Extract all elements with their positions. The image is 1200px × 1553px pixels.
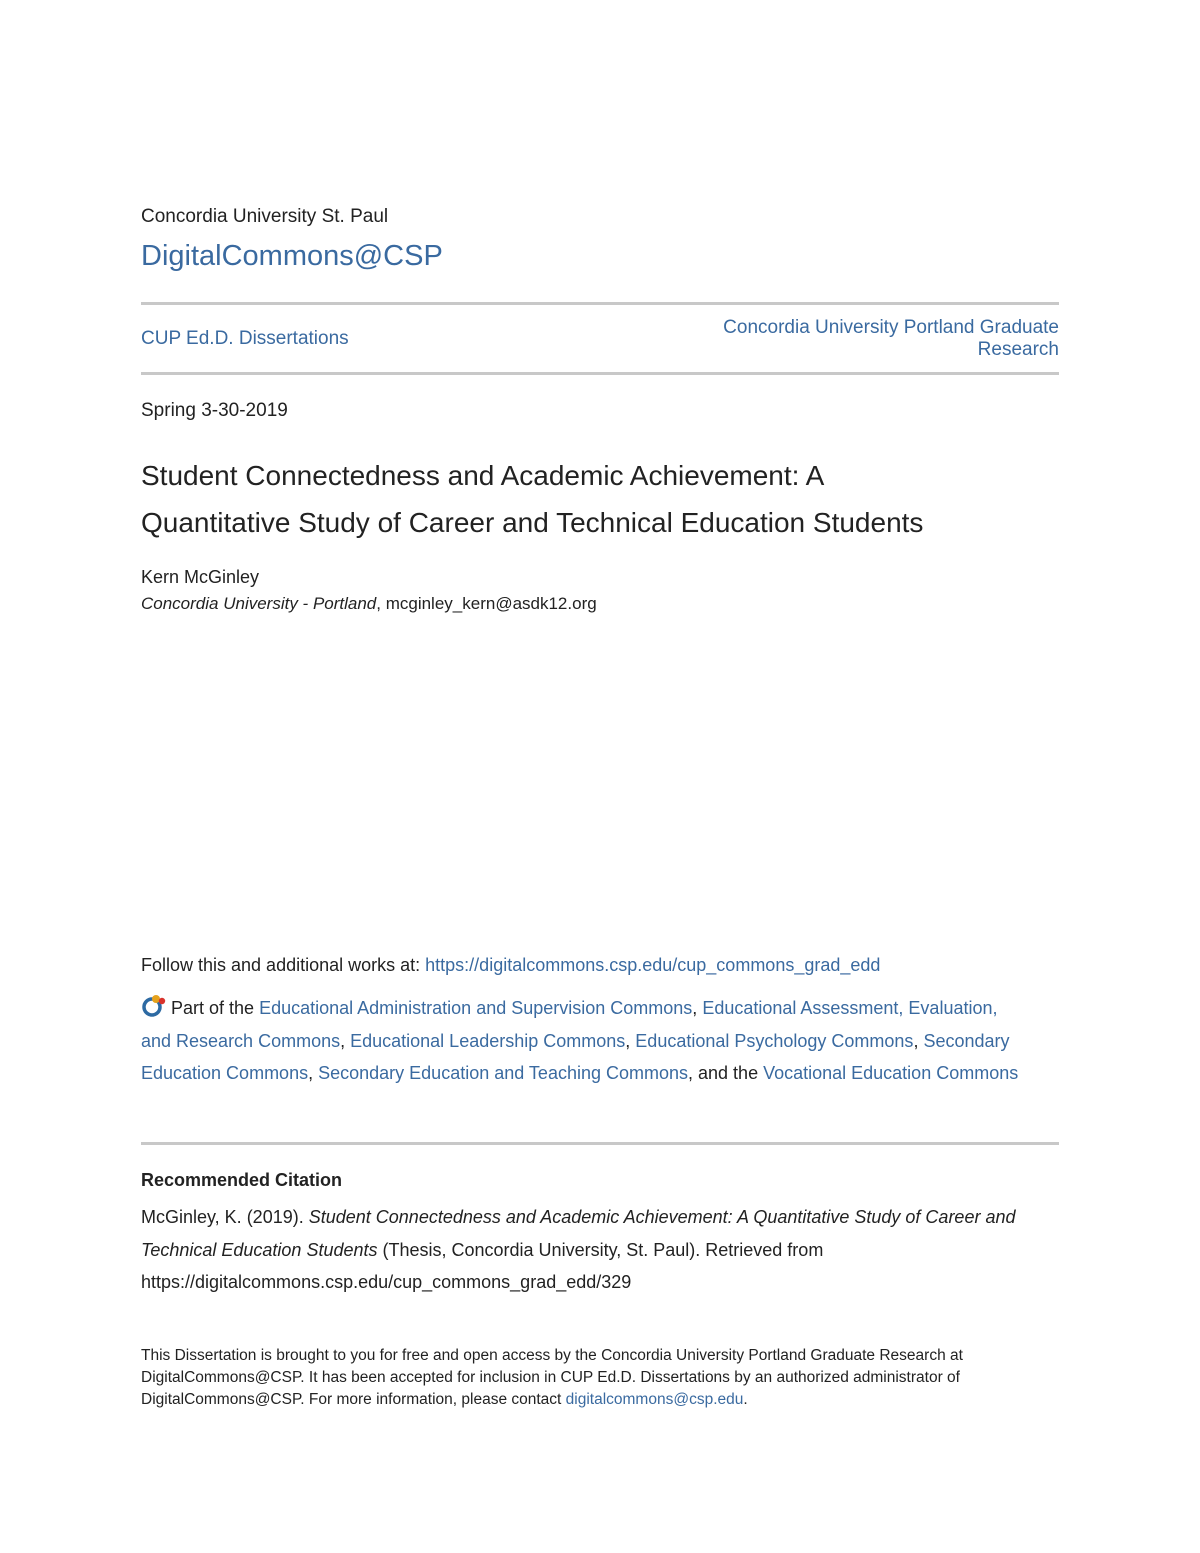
commons-network-icon (141, 993, 167, 1019)
commons-link-secondary-teaching[interactable]: Secondary Education and Teaching Commons (318, 1063, 689, 1083)
access-notice (141, 1345, 1061, 1411)
commons-sep: , (308, 1063, 319, 1083)
top-divider (141, 302, 1059, 305)
citation-heading: Recommended Citation (141, 1170, 343, 1190)
notice-text: This Dissertation is brought to you for free and open access by the Concordia University Portland Graduate Research at DigitalCommons@CSP. It has been accepted for inclusion in CUP Ed.D. Dissertations by an authorized administrator of DigitalCommons@CSP. For more information, please contact (141, 1347, 963, 1408)
collection-url-link[interactable]: https://digitalcommons.csp.edu/cup_commons_grad_edd (425, 955, 881, 975)
document-title (141, 452, 1071, 546)
part-of-commons (141, 992, 1021, 1090)
commons-link-secondary-ed[interactable]: Secondary Education Commons (141, 1030, 1010, 1083)
follow-label: Follow this and additional works at: (141, 955, 426, 975)
publication-date: Spring 3-30-2019 (141, 400, 288, 421)
repository-link[interactable]: DigitalCommons@CSP (141, 240, 443, 272)
unit-line-2: Research (977, 339, 1059, 360)
institution-name: Concordia University St. Paul (141, 206, 389, 227)
series-link[interactable]: CUP Ed.D. Dissertations (141, 328, 349, 349)
part-of-prefix: Part of the (171, 998, 260, 1018)
author-affiliation (141, 594, 597, 614)
affiliation-name: Concordia University - Portland (141, 594, 377, 613)
author-name: Kern McGinley (141, 567, 260, 587)
citation-title: Student Connectedness and Academic Achievement: A Quantitative Study of Career and Technical Education Students (141, 1207, 1016, 1260)
header-divider (141, 372, 1059, 375)
commons-link-ed-assessment[interactable]: Educational Assessment, Evaluation, and Research Commons (141, 998, 998, 1051)
title-line-1: Student Connectedness and Academic Achievement: A (141, 460, 825, 491)
contact-email-link[interactable]: digitalcommons@csp.edu (565, 1391, 744, 1408)
commons-link-ed-leadership[interactable]: Educational Leadership Commons (350, 1030, 626, 1051)
citation-authors: McGinley, K. (2019). (141, 1207, 309, 1227)
commons-sep: , (625, 1030, 636, 1051)
commons-link-ed-psychology[interactable]: Educational Psychology Commons (635, 1030, 914, 1051)
title-line-2: Quantitative Study of Career and Technical Education Students (141, 507, 924, 538)
commons-link-vocational-ed[interactable]: Vocational Education Commons (763, 1063, 1019, 1083)
unit-line-1: Concordia University Portland Graduate (723, 317, 1059, 338)
notice-end: . (743, 1391, 748, 1408)
citation-divider (141, 1142, 1059, 1145)
commons-sep: , (692, 998, 703, 1018)
author-email: , mcginley_kern@asdk12.org (376, 594, 597, 613)
commons-sep: , (913, 1030, 924, 1051)
unit-link[interactable] (639, 317, 1059, 361)
citation-rest: (Thesis, Concordia University, St. Paul). Retrieved from https://digitalcommons.csp.edu/cup_commons_grad_edd/329 (141, 1239, 824, 1292)
commons-and-the: , and the (688, 1063, 764, 1083)
follow-line (141, 955, 880, 976)
citation-text (141, 1201, 1061, 1299)
commons-sep: , (340, 1030, 351, 1051)
commons-link-ed-admin[interactable]: Educational Administration and Supervision Commons (259, 998, 693, 1018)
